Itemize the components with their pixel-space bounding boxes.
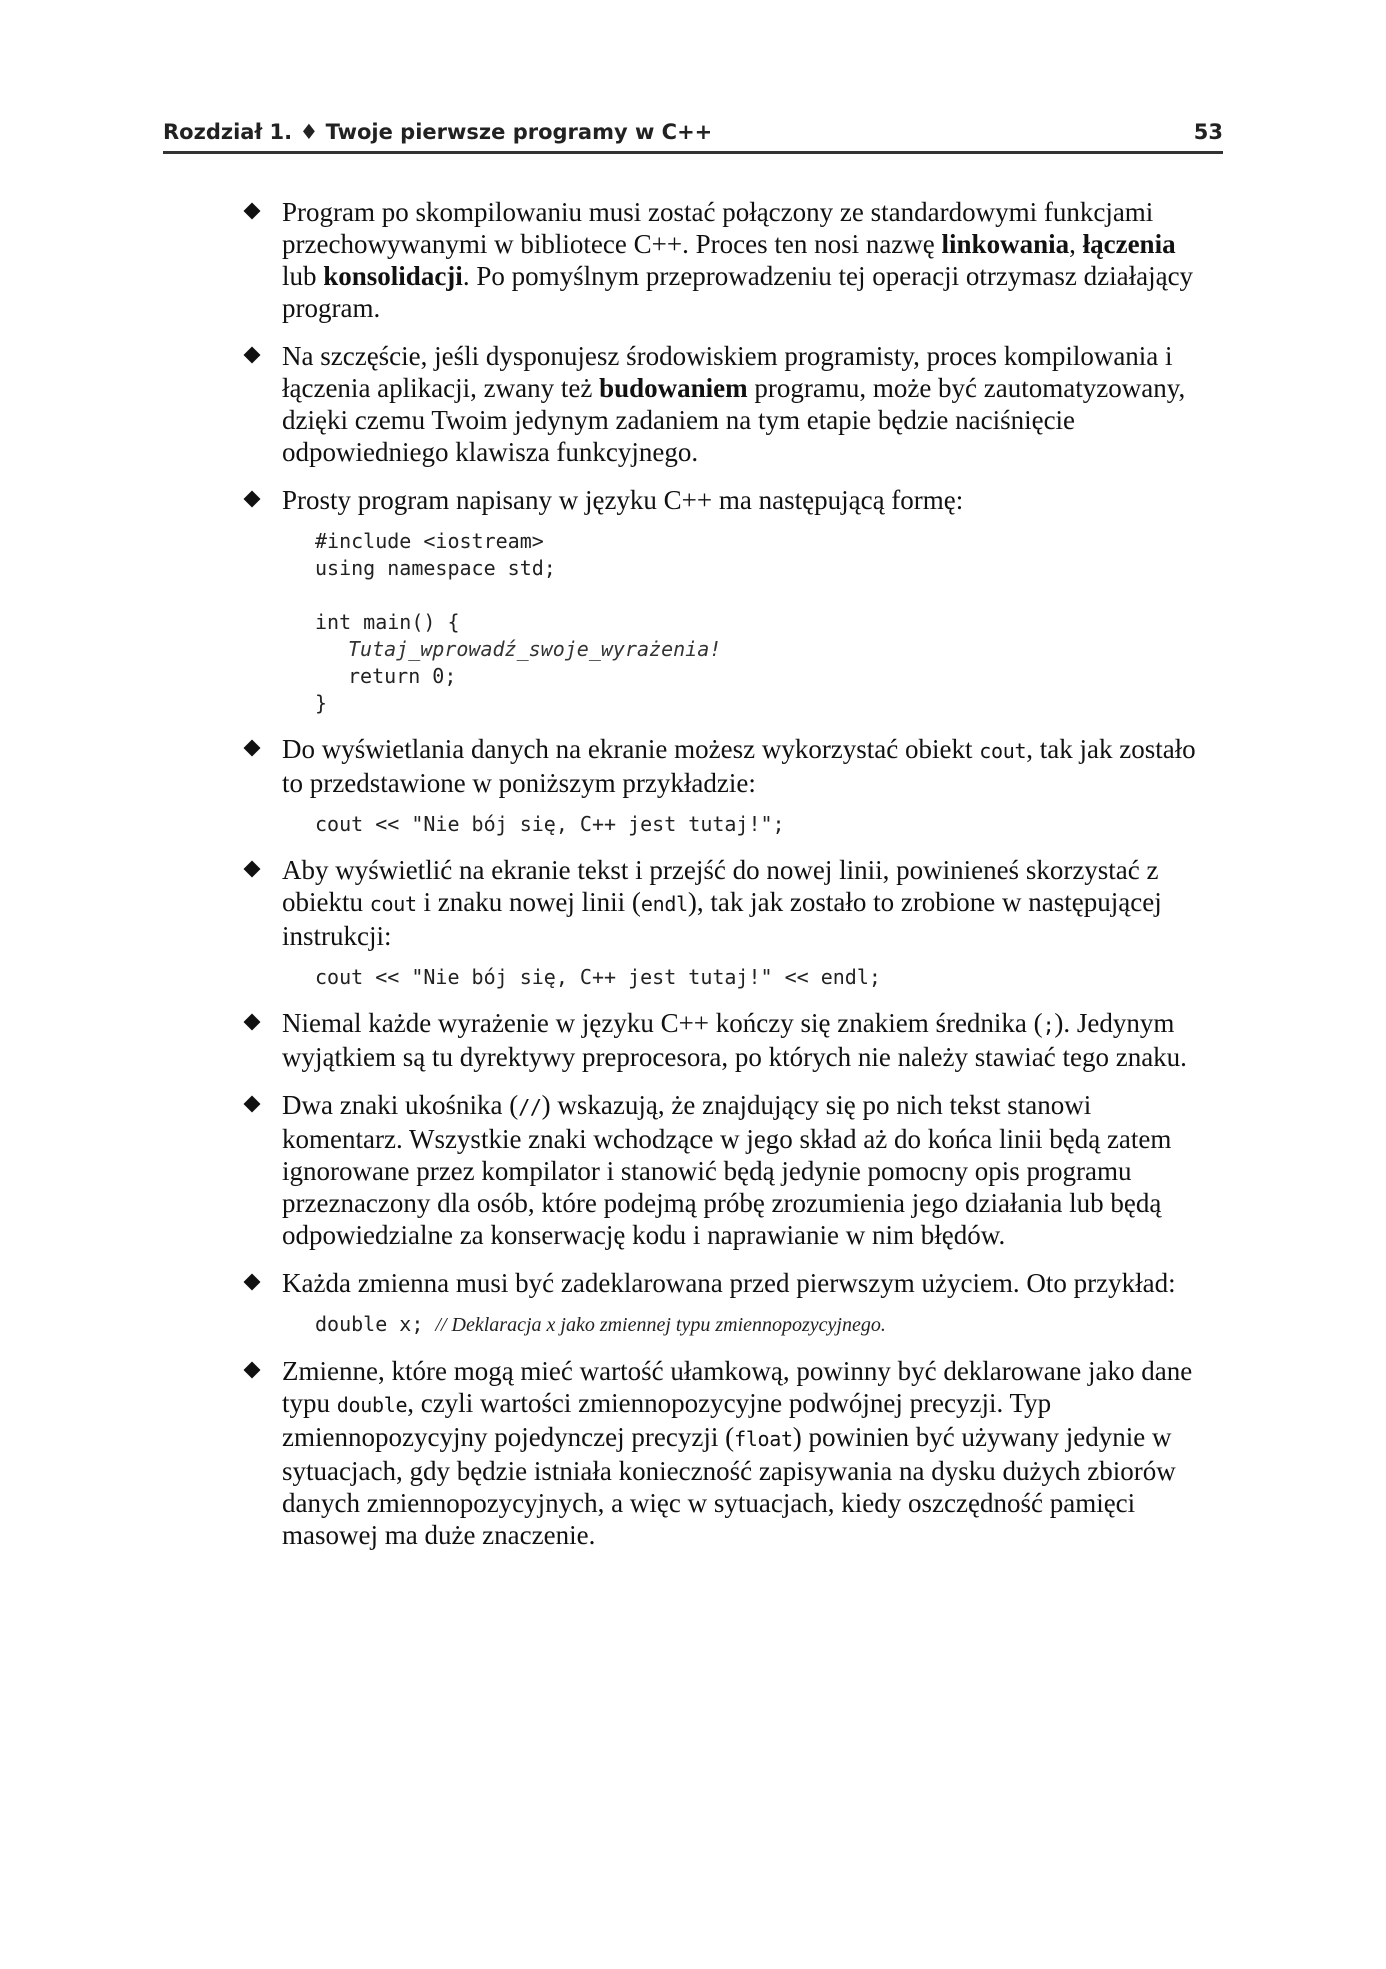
list-item-text: Każda zmienna musi być zadeklarowana przed pierwszym użyciem. Oto przykład: [282,1268,1176,1298]
diamond-bullet-icon [244,1362,261,1379]
diamond-bullet-icon [244,491,261,508]
diamond-bullet-icon [244,1096,261,1113]
code-block-program: #include <iostream> using namespace std; int main() { Tutaj_wprowadź_swoje_wyrażenia! return 0; } [315,529,722,715]
header-rule [163,151,1223,154]
list-item [282,484,1202,717]
running-head [163,120,1223,156]
diamond-bullet-icon [244,203,261,220]
list-item-text: Aby wyświetlić na ekranie tekst i przejść do nowej linii, powinieneś skorzystać z obiektu cout i znaku nowej linii (endl), tak jak zostało to zrobione w następującej instrukcji: [282,855,1162,951]
inline-code: double [336,1393,408,1417]
inline-code: endl [640,892,688,916]
list-item [282,340,1202,468]
list-item-text: Na szczęście, jeśli dysponujesz środowiskiem programisty, proces kompilowania i łączenia aplikacji, zwany też budowaniem programu, może być zautomatyzowany, dzięki czemu Twoim jedynym zadaniem na tym etapie będzie naciśnięcie odpowiedniego klawisza funkcyjnego. [282,341,1186,467]
code-example [315,1311,1202,1339]
list-item-text: Program po skompilowaniu musi zostać połączony ze standardowymi funkcjami przechowywanymi w bibliotece C++. Proces ten nosi nazwę linkowania, łączenia lub konsolidacji. Po pomyślnym przeprowadzeniu tej operacji otrzymasz działający program. [282,197,1194,323]
inline-code: // [518,1095,542,1119]
code-statement: double x; [315,1312,424,1336]
list-item [282,1355,1202,1551]
code-example: cout << "Nie bój się, C++ jest tutaj!" << endl; [315,965,881,989]
list-item [282,1089,1202,1251]
inline-code: cout [369,892,417,916]
list-item-text: Do wyświetlania danych na ekranie możesz wykorzystać obiekt cout, tak jak zostało to przedstawione w poniższym przykładzie: [282,734,1196,798]
list-item [282,733,1202,838]
list-item [282,196,1202,324]
bullet-list [282,196,1202,1567]
list-item [282,1267,1202,1339]
chapter-title: Rozdział 1. ♦ Twoje pierwsze programy w C++ [163,120,713,144]
diamond-bullet-icon [244,740,261,757]
list-item-text: Prosty program napisany w języku C++ ma następującą formę: [282,485,964,515]
page-number: 53 [1193,120,1223,144]
code-example: cout << "Nie bój się, C++ jest tutaj!"; [315,812,785,836]
list-item-text: Dwa znaki ukośnika (//) wskazują, że znajdujący się po nich tekst stanowi komentarz. Wszystkie znaki wchodzące w jego skład aż do końca linii będą zatem ignorowane przez kompilator i stanowić będą jedynie pomocny opis programu przeznaczony dla osób, które podejmą próbę zrozumienia jego działania lub będą odpowiedzialne za konserwację kodu i naprawianie w nim błędów. [282,1090,1172,1250]
list-item [282,1007,1202,1073]
term-konsolidacji: konsolidacji [323,261,463,291]
term-linkowania: linkowania [941,229,1070,259]
inline-code: cout [979,739,1027,763]
list-item [282,854,1202,991]
term-budowaniem: budowaniem [599,373,748,403]
diamond-bullet-icon [244,1274,261,1291]
list-item-text: Niemal każde wyrażenie w języku C++ kończy się znakiem średnika (;). Jedynym wyjątkiem są tu dyrektywy preprocesora, po których nie należy stawiać tego znaku. [282,1008,1187,1072]
inline-code: ; [1042,1013,1055,1037]
inline-code: float [734,1427,793,1451]
term-laczenia: łączenia [1082,229,1176,259]
list-item-text: Zmienne, które mogą mieć wartość ułamkową, powinny być deklarowane jako dane typu double, czyli wartości zmiennopozycyjne podwójnej precyzji. Typ zmiennopozycyjny pojedynczej precyzji (float) powinien być używany jedynie w sytuacjach, gdy będzie istniała konieczność zapisywania na dysku dużych zbiorów danych zmiennopozycyjnych, a więc w sytuacjach, kiedy oszczędność pamięci masowej ma duże znaczenie. [282,1356,1193,1550]
code-comment: // Deklaracja x jako zmiennej typu zmiennopozycyjnego. [435,1314,886,1336]
diamond-bullet-icon [244,347,261,364]
diamond-bullet-icon [244,1014,261,1031]
diamond-bullet-icon [244,861,261,878]
